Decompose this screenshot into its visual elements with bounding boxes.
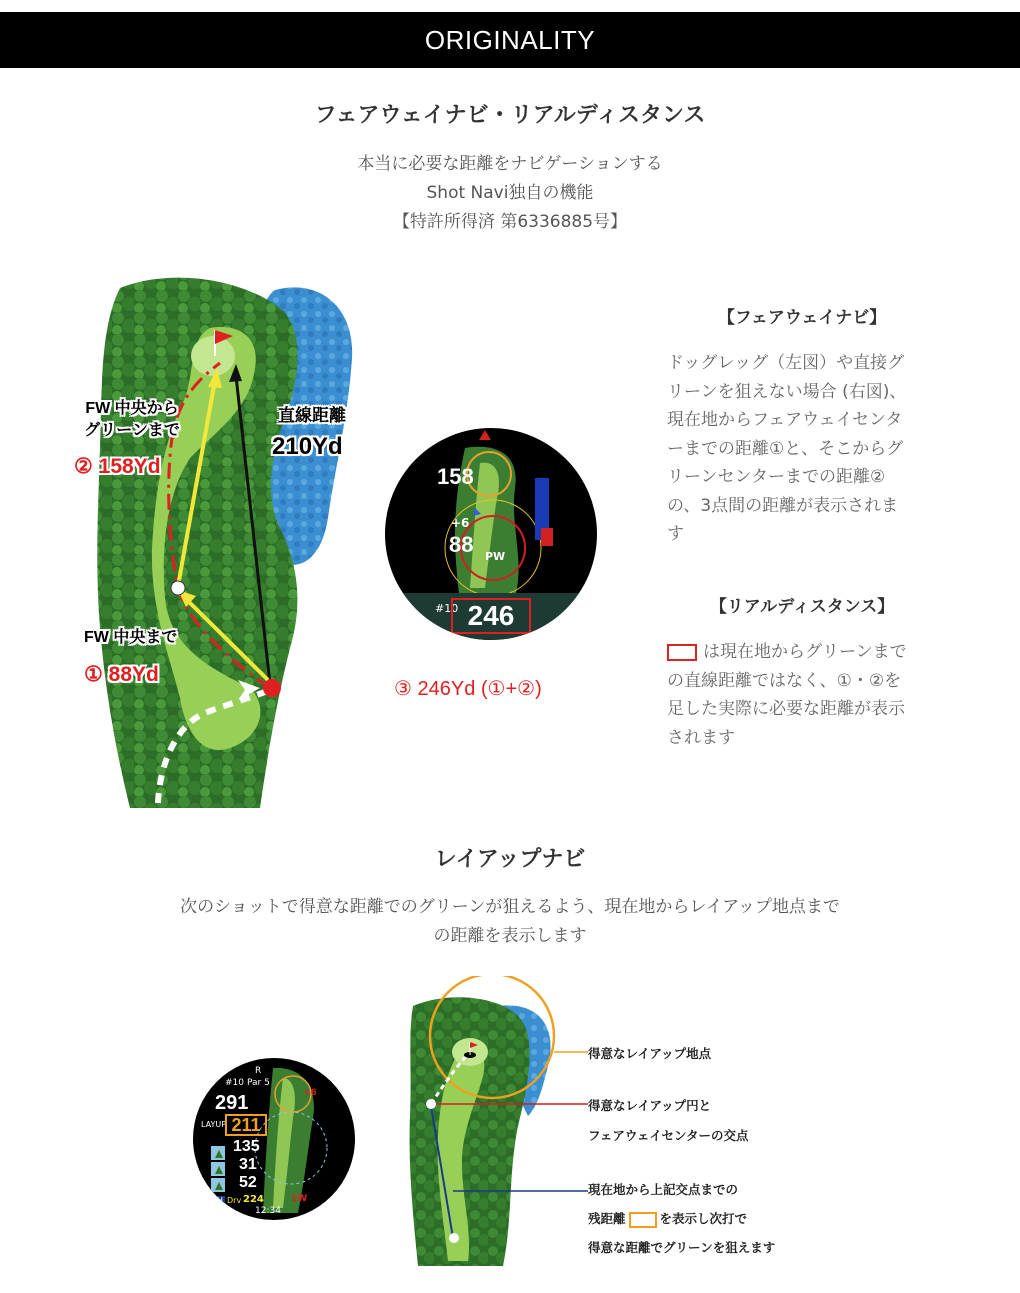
course-map-dogleg xyxy=(90,268,360,808)
watch-total-distance: 246 xyxy=(451,598,531,634)
layup-navi-desc: 次のショットで得意な距離でのグリーンが狙えるよう、現在地からレイアップ地点まで の距離を表示します xyxy=(180,897,840,946)
fw-center-label: FW 中央まで xyxy=(84,629,178,646)
callout-layup-point: 得意なレイアップ地点 xyxy=(588,1046,712,1061)
fairway-navi-text: ドッグレッグ（左図）や直接グ リーンを狙えない場合 (右図)、 現在地からフェアウェイセンタ ーまでの距離①と、そこからグ リーンセンターまでの距離② の、3点間の距離が表示されま す xyxy=(667,353,907,544)
callout-remaining-2: 残距離 を表示し次打で xyxy=(588,1211,748,1226)
real-distance-heading: 【リアルディスタンス】 xyxy=(709,597,895,617)
watch-par: Par 5 xyxy=(247,1078,270,1088)
watch-club: PW xyxy=(485,550,506,563)
watch-time: 12:34 xyxy=(255,1206,281,1216)
watch-n5: 52 xyxy=(239,1174,257,1191)
straight-distance-label: 直線距離 xyxy=(278,406,346,425)
watch-layup-distance: 211 xyxy=(225,1114,267,1136)
fairway-navi-heading: 【フェアウェイナビ】 xyxy=(717,308,887,328)
watch-mid-number: 88 xyxy=(449,532,474,557)
watch-flag: R xyxy=(255,1066,262,1076)
course-map-layup xyxy=(398,976,588,1268)
fairway-navi-title: フェアウェイナビ・リアルディスタンス xyxy=(314,103,706,128)
subtitle-line: 本当に必要な距離をナビゲーションする xyxy=(357,154,663,174)
yellow-box-icon xyxy=(629,1212,657,1228)
watch-plus: +6 xyxy=(303,1088,317,1098)
watch-face-layup xyxy=(193,1058,355,1220)
distance-158-label: ② 158Yd xyxy=(74,455,161,478)
straight-distance-value: 210Yd xyxy=(272,433,343,460)
originality-banner: ORIGINALITY xyxy=(0,12,1020,68)
watch-hole: #10 xyxy=(435,602,459,615)
watch-hole: #10 xyxy=(225,1078,244,1088)
watch-badge: H xyxy=(217,1196,224,1205)
fairway-navi-subtitle xyxy=(0,150,1020,237)
watch-top-number: 158 xyxy=(437,464,474,489)
subtitle-line: 【特許所得済 第6336885号】 xyxy=(392,212,628,232)
fw-center-to-green-label: FW 中央から グリーンまで xyxy=(84,400,180,439)
callout-remaining-3: 得意な距離でグリーンを狙えます xyxy=(588,1240,776,1255)
subtitle-line: Shot Navi独自の機能 xyxy=(426,183,594,203)
watch-club: Drv xyxy=(227,1196,242,1205)
watch-n3: 135 xyxy=(233,1138,260,1155)
watch-n4: 31 xyxy=(239,1156,257,1173)
watch-club-distance: 224 xyxy=(243,1194,264,1205)
watch-caption: ③ 246Yd (①+②) xyxy=(394,678,542,700)
callout-intersection-1: 得意なレイアップ円と xyxy=(588,1098,712,1113)
watch-face-fairway-navi xyxy=(385,428,597,640)
watch-n1: 291 xyxy=(215,1092,249,1114)
distance-88-label: ① 88Yd xyxy=(84,663,159,686)
callout-remaining-1: 現在地から上記交点までの xyxy=(588,1182,739,1197)
watch-wood: 1W xyxy=(291,1194,308,1204)
watch-layup-label: LAYUP xyxy=(201,1120,227,1129)
real-distance-text: は現在地からグリーンまで の直線距離ではなく、①・②を 足した実際に必要な距離が表示 されます xyxy=(667,642,907,748)
red-box-icon xyxy=(667,644,697,661)
watch-plus: +6 xyxy=(451,516,470,530)
layup-navi-title: レイアップナビ xyxy=(434,847,586,872)
callout-intersection-2: フェアウェイセンターの交点 xyxy=(588,1128,749,1143)
